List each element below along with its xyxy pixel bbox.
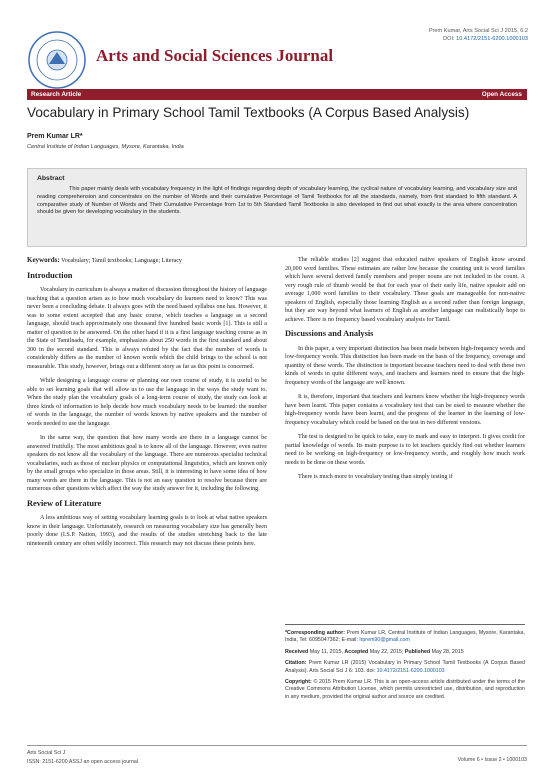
paragraph: In the same way, the question that how many words are there in a language cannot be answered fruitfully. The most ambitious goal is to know all of the language. However, even native speakers do not know all the vocabulary of the language. There are numerous specialist technical vocabularies, such as those of nuclear physics or computational linguistics, which are known only by the small groups who specialize in those areas. Still, it is interesting to have some idea of how many words are there in the language. This is not an easy question to resolve because there are numerous other questions which affect the way the study answer for it, including the following.	[27, 435, 267, 492]
footer-left	[27, 749, 138, 766]
paragraph: The test is designed to be quick to take, easy to mark and easy to interpret. It gives credit for partial knowledge of words. Its main purpose is to let teachers quickly find out whether learners need to be working on high-frequency or low-frequency words, and roughly how much work needs to be done on these words.	[285, 434, 525, 466]
section-heading-discussion: Discussions and Analysis	[285, 329, 374, 338]
header-citation-text: Prem Kumar, Arts Social Sci J 2015, 6:2	[428, 28, 528, 34]
keywords-text: Vocabulary; Tamil textbooks; Language; Literacy	[61, 258, 182, 264]
article-notes	[285, 624, 525, 705]
section-heading-introduction: Introduction	[27, 270, 73, 280]
abstract-heading: Abstract	[37, 175, 65, 182]
left-column	[27, 256, 267, 554]
section-heading-review: Review of Literature	[27, 498, 102, 508]
copyright-note: Copyright: © 2015 Prem Kumar LR. This is an open-access article distributed under the terms of the Creative Commons Attribution License, which permits unrestricted use, distribution, and reproduction in any medium, provided the original author and source are credited.	[285, 679, 525, 700]
author-name: Prem Kumar LR*	[27, 133, 83, 140]
paragraph: There is much more to vocabulary testing than simply testing if	[298, 474, 453, 480]
author-email-link[interactable]: lrprem90@gmail.com	[359, 637, 410, 644]
footer-volume: Volume 6 • Issue 2 • 1000103	[457, 757, 527, 763]
doi-label: DOI:	[443, 36, 455, 42]
paragraph: It is, therefore, important that teachers and learners know whether the high-frequency words have been learnt. This paper contains a vocabulary test that can be used to measure whether the high-frequency words have been learnt, and the progress of the learner in the learning of low-frequency vocabulary which could be based on the test in two different versions.	[285, 394, 525, 426]
keywords-label: Keywords:	[27, 256, 60, 264]
author-affiliation: Central Institute of Indian Languages, Mysore, Karantaka, India	[27, 144, 184, 150]
citation-doi-link[interactable]: 10.4172/2151-6200.1000103	[376, 667, 445, 674]
citation-note: Citation: Prem Kumar LR (2015) Vocabulary in Primary School Tamil Textbooks (A Corpus Based Analysis). Arts Social Sci J 6: 103. doi: 10.4172/2151-6200.1000103	[285, 660, 525, 674]
keywords	[27, 256, 267, 266]
journal-logo	[27, 30, 87, 90]
header-citation	[429, 27, 528, 43]
journal-title: Arts and Social Sciences Journal	[96, 46, 334, 65]
right-column	[285, 256, 525, 488]
article-type-bar	[27, 89, 527, 100]
paragraph: Vocabulary in curriculum is always a matter of discussion throughout the history of language teaching that a question arises as to how much vocabulary do learners need to know? This was never been a concluding debate. It always goes with the need based syllabus one has. However, it was to some extent accepted that any basic course, which teaches a language as a second language, should teach approximately one thousand five hundred basic words [1]. This is still a matter of question to be answered. On the other hand if it is a first language teaching course as in the State of Tamilnadu, for example, emphasizes about 250 words in the first standard and about 300 in the second standard. This is always refuted by the fact that the number of words is considerably differs as the number of known words which the child brings to the school is not measurable. This study, however, brings out a different story as far as this point is concerned.	[27, 287, 267, 370]
article-title: Vocabulary in Primary School Tamil Textbooks (A Corpus Based Analysis)	[27, 105, 470, 120]
article-type-label: Research Article	[31, 91, 82, 98]
footer-divider	[27, 745, 527, 746]
corresponding-author: *Corresponding author: Prem Kumar LR, Central Institute of Indian Languages, Mysore, Karantaka, India, Tel: 6095047362; E-mail: lrprem90@gmail.com	[285, 630, 525, 644]
paragraph: The reliable studies [2] suggest that educated native speakers of English know around 20,000 word families. These estimates are rather low because the counting unit is word families which have several derived family members and proper nouns are not included in the count. A very rough rule of thumb would be that for each year of their early life, native speaker add on average 1,000 word families to their vocabulary. These goals are manageable for non-native speakers of English, especially those learning English as a second rather than foreign language, but they are way beyond what learners of English as another language can realistically hope to achieve. There is no frequency based vocabulary analysis for Tamil.	[285, 257, 525, 323]
paragraph: While designing a language course or planning our own course of study, it is useful to be able to set learning goals that will allow us to use the language in the ways the study want to. When the study plan the vocabulary goals of a long-term course of study, the study can look at three kinds of information to help decide how much vocabulary needs to be learned: the number of words in the language, the number of words known by native speakers and the number of words needed to use the language.	[27, 378, 267, 427]
abstract-text: This paper mainly deals with vocabulary frequency in the light of findings regarding depth of vocabulary learning, the cyclical nature of vocabulary learning, and vocabulary size and reading comprehension and concentrates on the number of Words and their cumulative Percentage of Tamil Textbooks for all the standards, namely, from first standard to fifth standard. A comparative study of Number of Words and Their Cumulative Percentage from 1st to 5th Standard Tamil Textbooks is also developed to find out what exactly is the area where concentration should be given for developing vocabulary in the students.	[37, 186, 517, 216]
footer-journal: Arts Social Sci J	[27, 750, 66, 756]
doi-link[interactable]: 10.4172/2151-6200.1000103	[456, 36, 528, 42]
footer-issn: ISSN: 2151-6200 ASSJ an open access journal	[27, 758, 139, 765]
abstract-box	[27, 168, 527, 247]
open-access-label: Open Access	[481, 91, 522, 98]
paragraph: A less ambitious way of setting vocabulary learning goals is to look at what native speakers know in their language. Unfortunately, research on measuring vocabulary size has generally been poorly done (I.S.P. Nation, 1993), and the results of the studies stretching back to the late nineteenth century are often wildly incorrect. This research may not discuss these points here.	[27, 515, 267, 547]
paragraph: In this paper, a very important distinction has been made between high-frequency words and low-frequency words. This distinction has been made on the basis of the frequency, coverage and quantity of these words. The distinction is important because teachers need to deal with these two kinds of words in quite different ways, and teachers and learners need to ensure that the high-frequency words of the language are well known.	[285, 345, 525, 386]
dates: Received May 11, 2015, Accepted May 22, 2015; Published May 28, 2015	[285, 648, 464, 655]
